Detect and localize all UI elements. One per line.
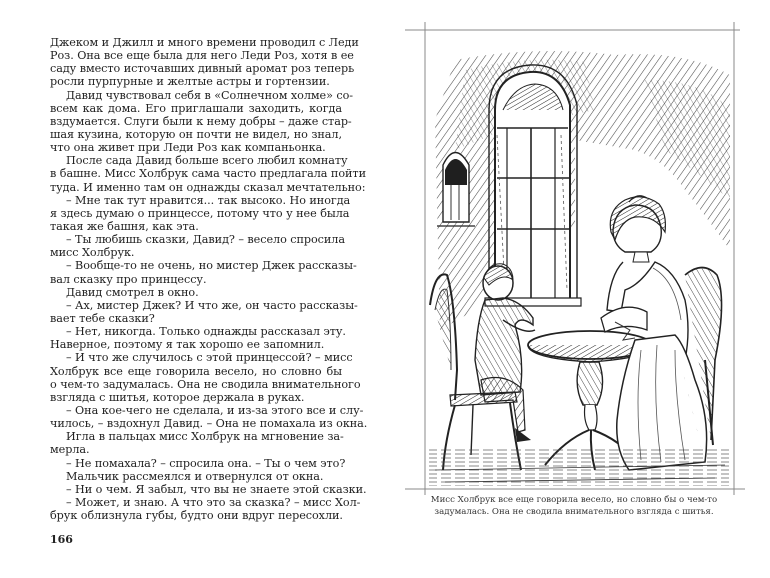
text-line: Роз. Она все еще была для него Леди Роз, хотя в ее	[50, 49, 354, 63]
text-line: – Вообще-то не очень, но мистер Джек рассказы-	[66, 259, 357, 273]
illustration-drawing	[385, 0, 770, 578]
page-number: 166	[50, 533, 73, 546]
text-line: – Не помахала? – спросила она. – Ты о чем это?	[66, 456, 346, 470]
text-line: После сада Давид больше всего любил комнату	[66, 154, 348, 168]
text-line: вал сказку про принцессу.	[50, 272, 207, 286]
text-line: в башне. Мисс Холбрук сама часто предлагала пойти	[50, 167, 366, 181]
text-line: Джеком и Джилл и много времени проводил с Леди	[50, 36, 359, 49]
text-line: – Нет, никогда. Только однажды рассказал эту.	[66, 325, 346, 339]
text-line: всем как дома. Его приглашали заходить, когда	[50, 101, 342, 115]
text-line: я здесь думаю о принцессе, потому что у нее была	[50, 206, 350, 220]
text-line: вздумается. Слуги были к нему добры – даже стар-	[50, 114, 352, 128]
text-line: Холбрук все еще говорила весело, но словно бы	[50, 364, 342, 378]
text-line: Игла в пальцах мисс Холбрук на мгновение за-	[66, 430, 344, 444]
text-line: – Может, и знаю. А что это за сказка? – мисс Хол-	[66, 495, 361, 509]
text-line: туда. И именно там он однажды сказал мечтательно:	[50, 180, 366, 194]
text-line: о чем-то задумалась. Она не сводила внимательного	[50, 377, 361, 391]
text-line: вает тебе сказки?	[50, 311, 155, 325]
text-line: мисс Холбрук.	[50, 246, 135, 260]
floor	[429, 448, 729, 486]
illustration	[385, 0, 770, 578]
right-page	[385, 0, 770, 578]
text-line: мерла.	[50, 443, 90, 457]
caption-line: задумалась. Она не сводила внимательного взгляда с шитья.	[434, 506, 714, 517]
text-line: взгляда с шитья, которое держала в руках.	[50, 390, 305, 404]
text-line: Мальчик рассмеялся и отвернулся от окна.	[66, 469, 324, 483]
text-line: чилось, – вздохнул Давид. – Она не помахала из окна.	[50, 417, 368, 431]
text-line: – Мне так тут нравится... так высоко. Но иногда	[66, 193, 351, 207]
illustration-caption	[419, 495, 729, 518]
text-line: саду вместо источавших дивный аромат роз теперь	[50, 62, 355, 76]
text-line: – Ты любишь сказки, Давид? – весело спросила	[66, 233, 345, 247]
text-line: – Ни о чем. Я забыл, что вы не знаете этой сказки.	[66, 482, 367, 496]
text-line: – И что же случилось с этой принцессой? – мисс	[66, 351, 353, 365]
wall-hatching	[435, 51, 730, 330]
text-line: Наверное, поэтому я так хорошо ее запомнил.	[50, 338, 325, 352]
text-line: Давид смотрел в окно.	[66, 285, 199, 299]
caption-line: Мисс Холбрук все еще говорила весело, но словно бы о чем-то	[430, 495, 718, 505]
text-line: что она живет при Леди Роз как компаньонка.	[50, 141, 326, 155]
text-line: – Ах, мистер Джек? И что же, он часто рассказы-	[66, 298, 358, 312]
text-line: брук облизнула губы, будто они вдруг пересохли.	[50, 509, 343, 523]
text-line: шая кузина, которую он почти не видел, но знал,	[50, 127, 342, 141]
text-line: росли пурпурные и желтые астры и гортензии.	[50, 75, 330, 89]
body-text	[50, 36, 368, 523]
text-line: такая же башня, как эта.	[50, 219, 199, 233]
text-line: Давид чувствовал себя в «Солнечном холме» со-	[66, 88, 354, 102]
text-line: – Она кое-чего не сделала, и из-за этого все и слу-	[66, 403, 364, 417]
